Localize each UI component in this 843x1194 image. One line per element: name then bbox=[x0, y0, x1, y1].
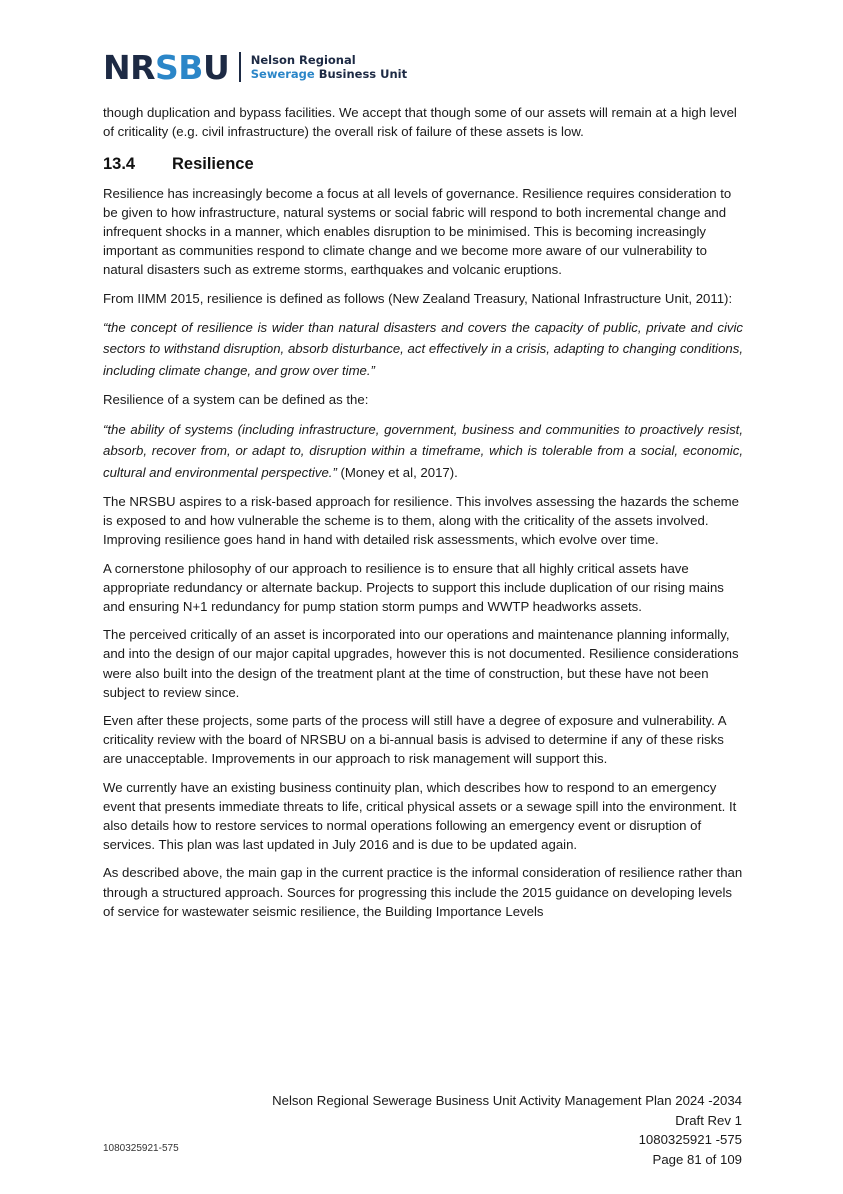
nrsbu-logo bbox=[103, 47, 407, 87]
logo-text: Nelson Regional Sewerage Business Unit bbox=[250, 53, 408, 81]
quote-block bbox=[103, 419, 743, 484]
paragraph: Resilience of a system can be defined as the: bbox=[103, 392, 369, 408]
document-body bbox=[103, 103, 743, 930]
quote-citation: (Money et al, 2017). bbox=[336, 464, 458, 480]
quote-block: “the concept of resilience is wider than natural disasters and covers the capacity of public, private and civic sectors to withstand disruption, absorb disturbance, act effectively in a crisis, adapting to changing conditions, including climate change, and grow over time.” bbox=[103, 319, 743, 378]
footer-doc-ref: 1080325921 -575 bbox=[638, 1132, 742, 1148]
paragraph: As described above, the main gap in the current practice is the informal consideration of resilience rather than through a structured approach. Sources for progressing this include the 2015 guidance on developing levels of service for wastewater seismic resilience, the Building Importance Levels bbox=[103, 865, 743, 919]
paragraph: The perceived critically of an asset is incorporated into our operations and maintenance planning informally, and into the design of our major capital upgrades, however this is not documented. Resilience considerations were also built into the design of the treatment plant at the time of construction, but these have not been subject to review since. bbox=[103, 627, 739, 700]
paragraph: We currently have an existing business continuity plan, which describes how to respond to an emergency event that presents immediate threats to life, critical physical assets or a sewage spill into the environment. It also details how to restore services to normal operations following an emergency event or disruption of services. This plan was last updated in July 2016 and is due to be updated again. bbox=[103, 779, 737, 853]
footer-revision: Draft Rev 1 bbox=[675, 1112, 742, 1128]
section-number: 13.4 bbox=[103, 155, 136, 174]
paragraph: Resilience has increasingly become a focus at all levels of governance. Resilience requires consideration to be given to how infrastructure, natural systems or social fabric will respond to both incremental change and infrequent shocks in a manner, which enables disruption to be minimised. This is becoming increasingly important as communities respond to climate change and we become more aware of our vulnerability to natural disasters such as extreme storms, earthquakes and volcanic eruptions. bbox=[103, 185, 732, 278]
footer-doc-id: 1080325921-575 bbox=[103, 1143, 179, 1154]
logo-wordmark: NRSBU bbox=[103, 47, 230, 87]
page-footer bbox=[272, 1091, 742, 1169]
section-title: Resilience bbox=[172, 155, 254, 174]
paragraph: Even after these projects, some parts of the process will still have a degree of exposure and vulnerability. A criticality review with the board of NRSBU on a bi-annual basis is advised to determine if any of these risks are unacceptable. Improvements in our approach to risk management will support this. bbox=[103, 713, 726, 767]
paragraph: A cornerstone philosophy of our approach to resilience is to ensure that all highly critical assets have appropriate redundancy or alternate backup. Projects to support this include duplication of our rising mains and ensuring N+1 redundancy for pump station storm pumps and WWTP headworks assets. bbox=[103, 560, 724, 615]
section-heading bbox=[103, 155, 743, 174]
quote-text: “the ability of systems (including infrastructure, government, business and communities to proactively resist, absorb, recover from, or adapt to, disruption within a timeframe, which is tolerable from a social, economic, cultural and environmental perspective.” bbox=[103, 421, 743, 480]
footer-title: Nelson Regional Sewerage Business Unit Activity Management Plan 2024 -2034 bbox=[272, 1093, 742, 1108]
logo-divider bbox=[239, 52, 241, 82]
page-number: Page 81 of 109 bbox=[652, 1151, 742, 1167]
paragraph: The NRSBU aspires to a risk-based approach for resilience. This involves assessing the hazards the scheme is exposed to and how vulnerable the scheme is to them, along with the criticality of the assets involved. Improving resilience goes hand in hand with detailed risk assessments, which evolve over time. bbox=[103, 494, 739, 548]
paragraph: From IIMM 2015, resilience is defined as follows (New Zealand Treasury, National Infrastructure Unit, 2011): bbox=[103, 290, 733, 306]
intro-paragraph: though duplication and bypass facilities. We accept that though some of our assets will remain at a high level of criticality (e.g. civil infrastructure) the overall risk of failure of these assets is low. bbox=[103, 105, 737, 140]
